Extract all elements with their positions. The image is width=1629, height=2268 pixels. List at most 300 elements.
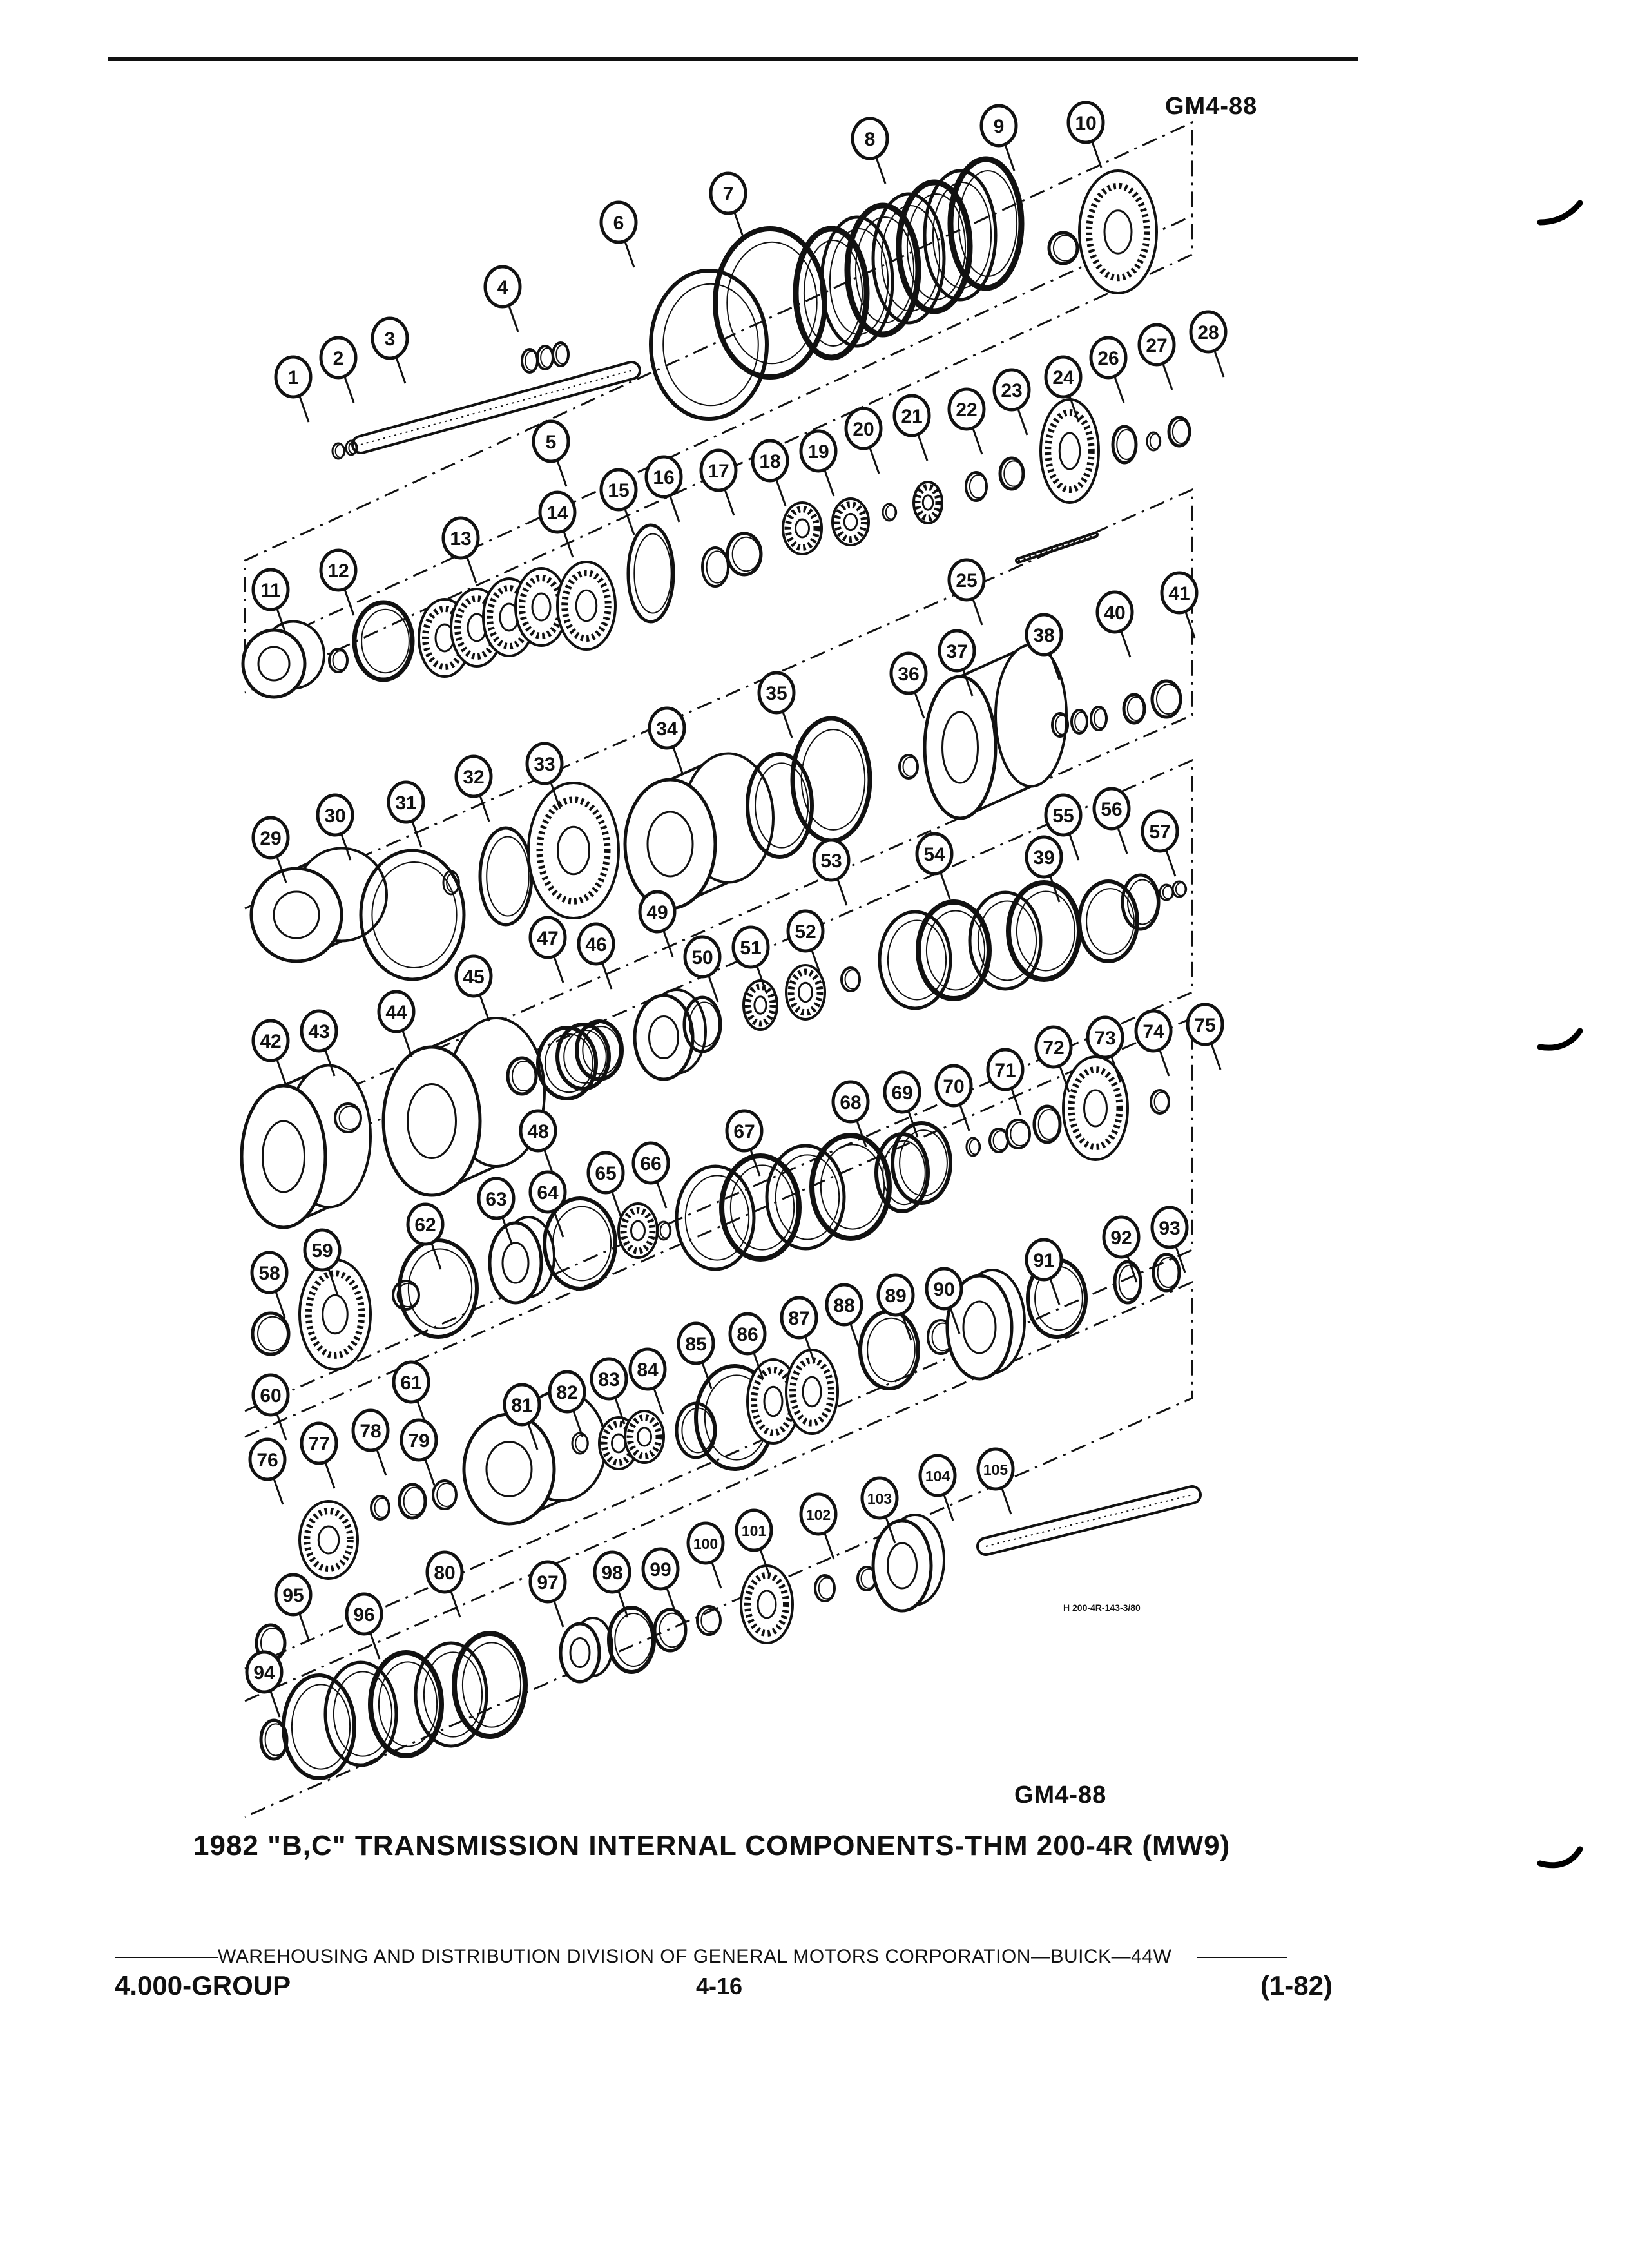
svg-text:4: 4	[497, 277, 508, 298]
svg-text:87: 87	[788, 1308, 810, 1329]
leader-line-5	[557, 461, 566, 486]
callout-41	[1162, 573, 1197, 613]
callout-66	[633, 1143, 668, 1183]
gear-part	[528, 783, 619, 918]
leader-line-10	[1092, 142, 1101, 168]
callout-94	[247, 1652, 282, 1692]
shaft-part	[361, 370, 631, 445]
callout-85	[679, 1323, 713, 1363]
svg-text:99: 99	[650, 1559, 671, 1581]
svg-text:32: 32	[463, 767, 485, 788]
svg-text:5: 5	[545, 432, 557, 453]
leader-line-35	[783, 712, 792, 738]
svg-text:90: 90	[933, 1279, 955, 1300]
callout-54	[917, 834, 952, 874]
leader-line-55	[1070, 834, 1079, 860]
svg-text:20: 20	[853, 419, 874, 440]
ring-part	[1160, 885, 1173, 900]
svg-text:21: 21	[901, 406, 923, 427]
svg-text:56: 56	[1101, 799, 1123, 820]
callout-50	[685, 937, 720, 977]
leader-line-15	[625, 509, 634, 535]
ring-part	[966, 472, 987, 501]
callout-25	[949, 560, 984, 600]
svg-text:38: 38	[1033, 625, 1055, 646]
gear-part	[833, 499, 869, 545]
svg-text:51: 51	[740, 937, 762, 959]
svg-text:105: 105	[983, 1461, 1008, 1478]
gear-part	[300, 1260, 371, 1369]
leader-line-42	[277, 1060, 286, 1086]
drum-part	[561, 1618, 612, 1682]
ring-part	[925, 171, 996, 300]
callout-44	[379, 992, 414, 1032]
ring-part	[796, 229, 867, 358]
svg-text:19: 19	[807, 441, 829, 463]
callout-31	[389, 782, 423, 822]
leader-line-66	[657, 1182, 666, 1208]
leader-line-105	[1002, 1488, 1011, 1514]
svg-text:16: 16	[653, 467, 675, 488]
callout-99	[643, 1549, 678, 1589]
ring-part	[1173, 881, 1186, 897]
callout-9	[981, 106, 1016, 146]
ring-part	[697, 1606, 720, 1635]
ring-part	[657, 1222, 671, 1240]
svg-text:77: 77	[308, 1434, 330, 1455]
leader-line-22	[973, 428, 982, 454]
ring-part	[1091, 707, 1107, 730]
svg-text:42: 42	[260, 1031, 282, 1052]
footer-publisher-line	[115, 1946, 1333, 1968]
svg-text:76: 76	[256, 1450, 278, 1471]
ring-part	[1153, 1254, 1179, 1291]
svg-text:12: 12	[327, 561, 349, 582]
figure-code-top: GM4-88	[1165, 93, 1258, 120]
callout-21	[894, 396, 929, 436]
callout-38	[1027, 615, 1061, 655]
gear-part	[1063, 1057, 1128, 1160]
svg-text:10: 10	[1075, 113, 1097, 134]
callout-56	[1094, 789, 1129, 829]
callout-102	[801, 1494, 836, 1534]
leader-line-80	[451, 1591, 460, 1617]
svg-text:54: 54	[923, 844, 945, 865]
ring-part	[628, 525, 673, 622]
ring-part	[354, 602, 412, 680]
svg-text:41: 41	[1168, 583, 1190, 604]
svg-text:47: 47	[537, 928, 559, 949]
callout-73	[1088, 1017, 1123, 1057]
leader-line-7	[735, 213, 744, 238]
ring-part	[822, 217, 892, 346]
svg-text:24: 24	[1052, 367, 1074, 389]
svg-text:86: 86	[737, 1324, 758, 1345]
leader-line-79	[425, 1459, 434, 1485]
leader-line-56	[1118, 828, 1127, 854]
svg-text:40: 40	[1104, 602, 1126, 624]
leader-line-12	[345, 590, 354, 615]
ring-part	[1151, 1090, 1169, 1113]
callout-105	[978, 1449, 1013, 1489]
callout-28	[1191, 312, 1226, 352]
svg-text:39: 39	[1033, 847, 1055, 869]
gear-part	[1041, 399, 1099, 503]
ring-part	[651, 271, 767, 419]
svg-text:78: 78	[360, 1421, 381, 1442]
leader-line-19	[825, 470, 834, 496]
callout-55	[1046, 795, 1081, 835]
leader-line-34	[673, 747, 682, 773]
callout-93	[1152, 1207, 1187, 1247]
callout-81	[505, 1385, 539, 1425]
callout-87	[782, 1298, 816, 1338]
callout-71	[988, 1050, 1023, 1090]
leader-line-97	[554, 1601, 563, 1627]
leader-line-13	[467, 557, 476, 583]
leader-line-77	[325, 1463, 334, 1488]
ring-part	[702, 548, 728, 586]
callout-78	[353, 1410, 388, 1450]
leader-line-8	[876, 158, 885, 184]
svg-text:57: 57	[1149, 822, 1171, 843]
ring-part	[1034, 1106, 1060, 1142]
svg-text:72: 72	[1043, 1037, 1065, 1059]
ring-part	[873, 194, 944, 323]
callout-47	[530, 918, 565, 957]
ring-part	[715, 229, 825, 377]
svg-text:18: 18	[759, 451, 781, 472]
callout-72	[1036, 1027, 1071, 1067]
callout-70	[936, 1066, 971, 1106]
svg-text:79: 79	[408, 1430, 430, 1452]
svg-text:55: 55	[1052, 805, 1074, 827]
svg-text:34: 34	[656, 718, 678, 740]
leader-line-26	[1115, 377, 1124, 403]
svg-text:93: 93	[1159, 1218, 1181, 1239]
svg-text:97: 97	[537, 1572, 559, 1593]
leader-line-32	[480, 796, 489, 822]
leader-line-20	[870, 448, 879, 474]
svg-text:75: 75	[1194, 1015, 1216, 1036]
callout-97	[530, 1562, 565, 1602]
leader-line-47	[554, 957, 563, 983]
leader-line-95	[300, 1614, 309, 1640]
leader-line-28	[1215, 351, 1224, 377]
callout-59	[305, 1230, 340, 1270]
svg-text:43: 43	[308, 1021, 330, 1043]
drum-part	[242, 1066, 371, 1228]
leader-line-100	[712, 1562, 721, 1588]
svg-text:25: 25	[956, 570, 978, 591]
ring-part	[1169, 418, 1190, 446]
svg-text:29: 29	[260, 828, 282, 849]
callout-68	[833, 1082, 868, 1122]
ring-part	[333, 443, 345, 459]
callout-10	[1068, 102, 1103, 142]
leader-line-2	[345, 377, 354, 403]
svg-text:49: 49	[646, 902, 668, 923]
callout-92	[1104, 1217, 1139, 1257]
leader-line-27	[1163, 364, 1172, 390]
svg-text:65: 65	[595, 1163, 617, 1184]
callout-42	[253, 1021, 288, 1061]
callout-91	[1027, 1240, 1061, 1280]
callout-96	[347, 1594, 381, 1634]
ring-part	[553, 343, 569, 366]
callout-3	[372, 318, 407, 358]
callout-13	[443, 518, 478, 558]
ring-part	[1152, 681, 1181, 717]
leader-line-21	[918, 435, 927, 461]
callout-6	[601, 202, 636, 242]
page-binder-marks	[1540, 203, 1580, 1865]
callout-52	[788, 911, 823, 951]
callout-95	[276, 1575, 311, 1615]
ring-part	[454, 1633, 525, 1736]
leader-line-88	[851, 1324, 860, 1350]
svg-text:91: 91	[1033, 1250, 1055, 1271]
gear-part	[914, 482, 942, 523]
callout-1	[276, 357, 311, 397]
gear-part	[557, 562, 615, 649]
svg-text:94: 94	[253, 1662, 275, 1684]
callout-2	[321, 338, 356, 378]
svg-text:74: 74	[1142, 1021, 1164, 1043]
leader-line-4	[509, 306, 518, 332]
ring-part	[847, 206, 918, 334]
leader-line-3	[396, 358, 405, 383]
leader-line-96	[371, 1633, 380, 1659]
leader-line-18	[776, 480, 786, 506]
callout-39	[1027, 837, 1061, 877]
ring-part	[1147, 432, 1161, 450]
callout-12	[321, 550, 356, 590]
svg-text:48: 48	[527, 1121, 549, 1142]
ring-part	[728, 533, 761, 575]
ring-part	[899, 182, 970, 311]
leader-line-62	[432, 1244, 441, 1269]
drawing-reference: H 200-4R-143-3/80	[1063, 1602, 1141, 1613]
ring-part	[1000, 458, 1023, 489]
callout-63	[479, 1178, 514, 1218]
ring-part	[950, 159, 1021, 288]
ring-part	[655, 1610, 686, 1651]
callout-67	[727, 1111, 762, 1151]
ring-part	[842, 968, 860, 991]
svg-text:61: 61	[400, 1372, 422, 1394]
ring-part	[815, 1575, 834, 1601]
gear-part	[1079, 171, 1157, 293]
drum-part	[873, 1515, 944, 1611]
svg-text:22: 22	[956, 399, 978, 421]
ring-part	[346, 441, 358, 455]
callout-62	[408, 1204, 443, 1244]
svg-text:100: 100	[693, 1535, 718, 1552]
ring-part	[253, 1313, 289, 1354]
footer-page-number: 4-16	[696, 1973, 743, 1999]
leader-line-46	[602, 963, 612, 989]
svg-text:92: 92	[1110, 1227, 1132, 1249]
callout-32	[456, 756, 491, 796]
callout-11	[253, 570, 288, 610]
callout-61	[394, 1362, 429, 1402]
callout-26	[1091, 338, 1126, 378]
leader-line-17	[725, 490, 734, 515]
svg-text:46: 46	[585, 934, 607, 956]
svg-text:81: 81	[511, 1395, 533, 1416]
drum-part	[243, 622, 324, 698]
svg-text:17: 17	[708, 461, 729, 482]
svg-text:28: 28	[1197, 322, 1219, 343]
callout-30	[318, 795, 352, 835]
leader-line-102	[825, 1533, 834, 1559]
callout-8	[853, 119, 887, 159]
footer-date: (1-82)	[1260, 1970, 1333, 2001]
callout-24	[1046, 357, 1081, 397]
svg-text:6: 6	[613, 213, 624, 234]
svg-text:37: 37	[946, 641, 968, 662]
leader-line-53	[838, 879, 847, 905]
ring-part	[793, 718, 870, 841]
callout-51	[733, 927, 768, 967]
callout-86	[730, 1314, 765, 1354]
ring-part	[883, 504, 896, 521]
ring-part	[1007, 1120, 1030, 1148]
callout-4	[485, 267, 520, 307]
svg-text:35: 35	[766, 683, 787, 704]
leader-line-57	[1166, 850, 1175, 876]
gear-part	[786, 1350, 838, 1434]
callout-76	[250, 1439, 285, 1479]
svg-text:66: 66	[640, 1153, 662, 1175]
figure-caption: 1982 "B,C" TRANSMISSION INTERNAL COMPONENTS-THM 200-4R (MW9)	[193, 1830, 1231, 1861]
leader-line-23	[1018, 409, 1027, 435]
callout-20	[846, 408, 881, 448]
ring-part	[1049, 233, 1077, 264]
callout-101	[737, 1510, 771, 1550]
figure-code-bottom: GM4-88	[1014, 1782, 1107, 1809]
ring-part	[1113, 427, 1136, 463]
callout-58	[252, 1253, 287, 1293]
callout-34	[650, 708, 684, 748]
gear-part	[625, 1411, 664, 1463]
ring-part	[400, 1240, 477, 1337]
callout-65	[588, 1153, 623, 1193]
leader-line-31	[412, 822, 421, 847]
svg-text:68: 68	[840, 1092, 862, 1113]
gear-part	[741, 1566, 793, 1643]
svg-text:11: 11	[260, 580, 281, 601]
svg-text:85: 85	[685, 1334, 707, 1355]
svg-text:26: 26	[1097, 348, 1119, 369]
callout-53	[814, 840, 849, 880]
svg-text:58: 58	[258, 1263, 280, 1284]
shaft-part	[986, 1495, 1192, 1546]
callout-77	[302, 1423, 336, 1463]
leader-line-36	[915, 693, 924, 718]
ring-part	[433, 1481, 456, 1509]
svg-text:3: 3	[384, 329, 396, 350]
callout-84	[630, 1349, 665, 1389]
leader-line-91	[1050, 1279, 1059, 1305]
callout-103	[862, 1478, 897, 1518]
svg-text:23: 23	[1001, 380, 1023, 401]
leader-line-40	[1121, 631, 1130, 657]
callout-57	[1142, 811, 1177, 851]
leader-line-16	[670, 496, 679, 522]
svg-text:88: 88	[833, 1295, 855, 1316]
svg-text:1: 1	[287, 367, 299, 389]
callout-5	[534, 421, 568, 461]
svg-text:67: 67	[733, 1121, 755, 1142]
leader-line-1	[300, 396, 309, 422]
callout-43	[302, 1011, 336, 1051]
ring-part	[537, 346, 554, 369]
gear-part	[783, 503, 822, 554]
svg-text:30: 30	[324, 805, 346, 827]
callout-7	[711, 173, 746, 213]
callout-89	[878, 1275, 913, 1315]
ring-part	[400, 1485, 425, 1518]
svg-text:103: 103	[867, 1490, 892, 1507]
svg-text:31: 31	[395, 793, 417, 814]
svg-text:14: 14	[546, 503, 568, 524]
shaft-part	[1018, 535, 1095, 561]
svg-text:50: 50	[691, 947, 713, 968]
svg-text:96: 96	[353, 1604, 375, 1626]
callout-15	[601, 470, 636, 510]
callout-80	[427, 1552, 462, 1592]
svg-text:13: 13	[450, 528, 472, 550]
callout-36	[891, 653, 926, 693]
svg-text:83: 83	[598, 1369, 620, 1390]
svg-text:53: 53	[820, 850, 842, 872]
svg-text:73: 73	[1094, 1028, 1116, 1049]
callout-33	[527, 744, 562, 783]
svg-text:69: 69	[891, 1082, 913, 1104]
svg-text:36: 36	[898, 664, 920, 685]
leader-line-64	[554, 1211, 563, 1237]
ring-part	[393, 1281, 419, 1309]
drum-part	[635, 990, 706, 1079]
ring-part	[284, 1675, 354, 1778]
svg-text:64: 64	[537, 1182, 559, 1204]
callout-18	[753, 441, 787, 481]
leader-line-41	[1186, 612, 1195, 638]
callout-17	[701, 450, 736, 490]
gear-part	[744, 981, 777, 1030]
svg-text:104: 104	[925, 1468, 950, 1485]
ring-part	[480, 828, 532, 925]
svg-text:84: 84	[637, 1360, 659, 1381]
callout-48	[521, 1111, 555, 1151]
leader-line-70	[960, 1105, 969, 1131]
callout-22	[949, 389, 984, 429]
callout-83	[592, 1359, 626, 1399]
leader-line-44	[403, 1031, 412, 1057]
svg-text:80: 80	[434, 1562, 456, 1584]
leader-line-65	[612, 1192, 621, 1218]
svg-text:2: 2	[333, 348, 344, 369]
leader-line-76	[274, 1479, 283, 1504]
ring-part	[860, 1311, 918, 1389]
svg-text:71: 71	[994, 1060, 1016, 1081]
svg-text:44: 44	[385, 1002, 407, 1023]
svg-text:59: 59	[311, 1240, 333, 1262]
callout-74	[1136, 1011, 1171, 1051]
svg-text:63: 63	[485, 1189, 507, 1210]
